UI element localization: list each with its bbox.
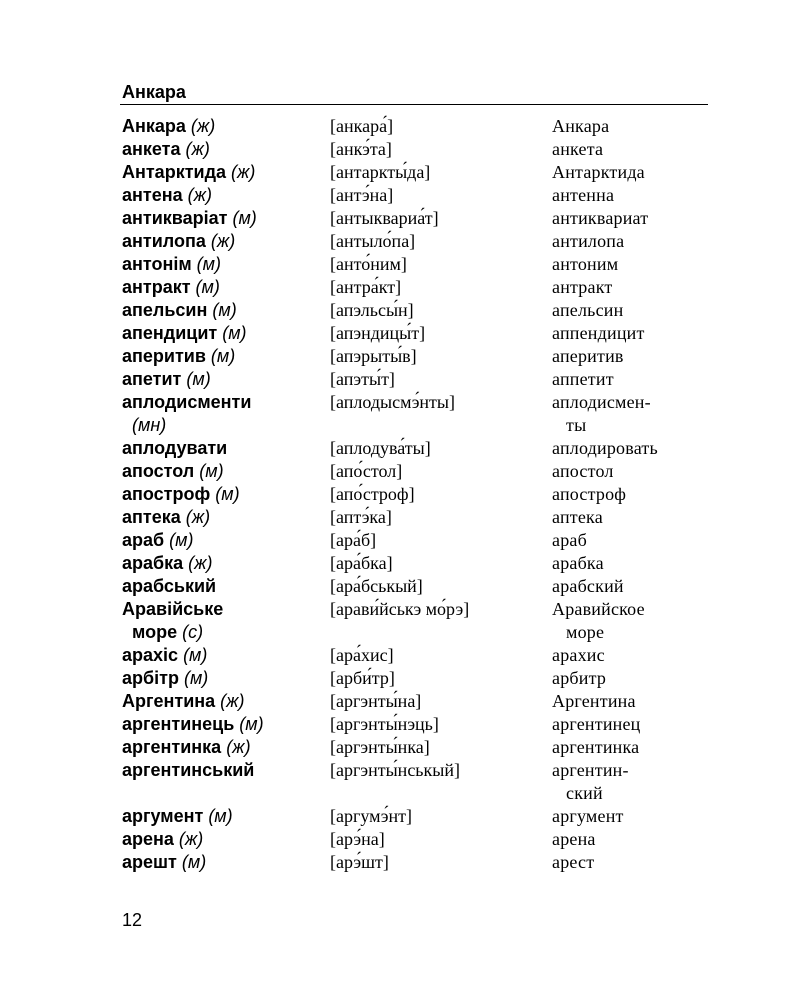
translation: арабский <box>552 576 624 596</box>
translation: аргумент <box>552 806 624 826</box>
entry-word-cell <box>122 644 326 667</box>
page-number: 12 <box>122 910 143 930</box>
gender-marker: (ж) <box>210 231 236 251</box>
gender-marker: (м) <box>186 369 211 389</box>
headword: Аргентина <box>122 691 216 711</box>
translation-cell <box>552 575 712 598</box>
gender-marker: (ж) <box>188 553 213 573</box>
dictionary-entry <box>122 138 712 161</box>
translation: аптека <box>552 507 603 527</box>
dictionary-entry <box>122 299 712 322</box>
entry-word-cell <box>122 322 326 345</box>
transcription: [аргэнты́на] <box>330 691 422 711</box>
translation: аргентинка <box>552 737 640 757</box>
gender-marker: (ж) <box>185 507 211 527</box>
translation-cell <box>552 529 712 552</box>
translation: антенна <box>552 185 615 205</box>
translation: антиквариат <box>552 208 649 228</box>
headword: аплодувати <box>122 438 228 458</box>
translation: аппетит <box>552 369 614 389</box>
transcription: [ара́хис] <box>330 645 394 665</box>
gender-marker: (ж) <box>190 116 216 136</box>
headword: апостроф <box>122 484 211 504</box>
dictionary-entry <box>122 161 712 184</box>
dictionary-entry <box>122 598 712 644</box>
translation-cell <box>552 851 712 874</box>
gender-marker: (м) <box>239 714 264 734</box>
gender-marker: (м) <box>199 461 224 481</box>
translation-cell <box>552 690 712 713</box>
translation-cell <box>552 322 712 345</box>
translation: араб <box>552 530 587 550</box>
headword: анкета <box>122 139 181 159</box>
dictionary-entry <box>122 230 712 253</box>
entry-word-cell <box>122 759 326 782</box>
transcription: [арави́йськэ мо́рэ] <box>330 599 470 619</box>
translation-cell <box>552 276 712 299</box>
entry-word-cell <box>122 736 326 759</box>
gender-marker: (м) <box>195 277 220 297</box>
entry-list <box>122 115 712 874</box>
gender-marker: (ж) <box>178 829 204 849</box>
translation-cell <box>552 736 712 759</box>
dictionary-entry <box>122 460 712 483</box>
transcription: [аргэнты́нськый] <box>330 760 460 780</box>
gender-marker: (м) <box>208 806 233 826</box>
dictionary-entry <box>122 184 712 207</box>
translation-cell <box>552 506 712 529</box>
dictionary-entry <box>122 575 712 598</box>
translation-cell <box>552 805 712 828</box>
running-head: Анкара <box>122 82 186 102</box>
headword: апостол <box>122 461 195 481</box>
gender-marker: (м) <box>215 484 240 504</box>
translation: Антарктида <box>552 162 645 182</box>
translation-cell <box>552 598 712 644</box>
dictionary-entry <box>122 690 712 713</box>
transcription: [апо́стол] <box>330 461 403 481</box>
translation-cell <box>552 437 712 460</box>
entry-word-cell <box>122 368 326 391</box>
headword: Аравійське <box>122 599 224 619</box>
dictionary-entry <box>122 115 712 138</box>
translation-cell <box>552 138 712 161</box>
entry-word-cell <box>122 115 326 138</box>
entry-word-cell <box>122 805 326 828</box>
translation-cell <box>552 759 712 805</box>
headword: Анкара <box>122 116 186 136</box>
translation: аперитив <box>552 346 624 366</box>
translation-continuation: море <box>566 622 605 642</box>
header-rule <box>120 104 708 105</box>
transcription: [аргэнты́нэць] <box>330 714 439 734</box>
translation-cell <box>552 368 712 391</box>
entry-word-cell <box>122 598 326 644</box>
transcription: [арби́тр] <box>330 668 395 688</box>
gender-marker: (м) <box>183 668 209 688</box>
entry-word-cell <box>122 276 326 299</box>
dictionary-entry <box>122 667 712 690</box>
headword: аргентинський <box>122 760 255 780</box>
entry-word-cell <box>122 345 326 368</box>
dictionary-entry <box>122 851 712 874</box>
gender-marker: (ж) <box>187 185 212 205</box>
gender-marker: (м) <box>222 323 247 343</box>
gender-marker: (м) <box>232 208 257 228</box>
entry-word-cell <box>122 460 326 483</box>
dictionary-entry <box>122 805 712 828</box>
entry-word-cell <box>122 552 326 575</box>
entry-word-cell <box>122 207 326 230</box>
gender-marker: (ж) <box>220 691 245 711</box>
translation: арест <box>552 852 595 872</box>
entry-word-cell <box>122 230 326 253</box>
headword: антилопа <box>122 231 206 251</box>
translation: Анкара <box>552 116 610 136</box>
translation-cell <box>552 713 712 736</box>
transcription: [антаркты́да] <box>330 162 431 182</box>
dictionary-entry <box>122 759 712 805</box>
translation: аргентин- <box>552 760 629 780</box>
gender-marker: (м) <box>196 254 221 274</box>
entry-word-cell <box>122 575 326 598</box>
transcription: [антыло́па] <box>330 231 416 251</box>
transcription: [аплодува́ты] <box>330 438 431 458</box>
entry-word-cell <box>122 828 326 851</box>
headword: аргумент <box>122 806 204 826</box>
entry-word-cell <box>122 391 326 437</box>
translation: аргентинец <box>552 714 641 734</box>
dictionary-entry <box>122 322 712 345</box>
translation-cell <box>552 667 712 690</box>
translation: антилопа <box>552 231 625 251</box>
translation: аплодисмен- <box>552 392 651 412</box>
headword: аптека <box>122 507 181 527</box>
headword: антена <box>122 185 183 205</box>
headword: аргентинець <box>122 714 235 734</box>
translation-cell <box>552 828 712 851</box>
headword: арбітр <box>122 668 179 688</box>
transcription: [аргумэ́нт] <box>330 806 412 826</box>
transcription: [апэрыты́в] <box>330 346 417 366</box>
entry-word-cell <box>122 437 326 460</box>
dictionary-entry <box>122 483 712 506</box>
transcription: [аргэнты́нка] <box>330 737 430 757</box>
dictionary-entry <box>122 529 712 552</box>
translation-cell <box>552 230 712 253</box>
entry-word-cell <box>122 690 326 713</box>
headword: араб <box>122 530 165 550</box>
transcription: [антэ́на] <box>330 185 394 205</box>
gender-marker: (мн) <box>132 415 167 435</box>
gender-marker: (м) <box>210 346 236 366</box>
transcription: [ара́б] <box>330 530 377 550</box>
headword: апендицит <box>122 323 218 343</box>
entry-word-cell <box>122 529 326 552</box>
translation: анкета <box>552 139 604 159</box>
translation: апостроф <box>552 484 627 504</box>
translation: Аргентина <box>552 691 636 711</box>
entry-word-cell <box>122 713 326 736</box>
headword-second-line: море <box>132 622 178 642</box>
entry-word-cell <box>122 299 326 322</box>
transcription: [антра́кт] <box>330 277 402 297</box>
transcription: [анто́ним] <box>330 254 407 274</box>
headword: аперитив <box>122 346 206 366</box>
transcription: [аптэ́ка] <box>330 507 392 527</box>
headword: антонім <box>122 254 192 274</box>
dictionary-entry <box>122 506 712 529</box>
transcription: [арэ́шт] <box>330 852 389 872</box>
translation-cell <box>552 115 712 138</box>
transcription: [аплодысмэ́нты] <box>330 392 456 412</box>
translation: аплодировать <box>552 438 658 458</box>
dictionary-entry <box>122 644 712 667</box>
transcription: [апэты́т] <box>330 369 395 389</box>
gender-marker: (м) <box>183 645 208 665</box>
entry-word-cell <box>122 184 326 207</box>
transcription: [ара́бка] <box>330 553 393 573</box>
translation-cell <box>552 345 712 368</box>
headword: апетит <box>122 369 182 389</box>
translation: Аравийское <box>552 599 645 619</box>
translation-cell <box>552 184 712 207</box>
translation: апельсин <box>552 300 624 320</box>
entry-word-cell <box>122 138 326 161</box>
headword: арахіс <box>122 645 179 665</box>
transcription: [апэндицы́т] <box>330 323 426 343</box>
gender-marker: (м) <box>169 530 194 550</box>
dictionary-entry <box>122 345 712 368</box>
transcription: [арэ́на] <box>330 829 385 849</box>
translation: антоним <box>552 254 619 274</box>
dictionary-entry <box>122 552 712 575</box>
gender-marker: (ж) <box>185 139 210 159</box>
headword: апельсин <box>122 300 208 320</box>
translation: аппендицит <box>552 323 645 343</box>
dictionary-entry <box>122 437 712 460</box>
headword-continuation <box>122 621 326 644</box>
translation-cell <box>552 253 712 276</box>
transcription: [анкара́] <box>330 116 394 136</box>
entry-word-cell <box>122 253 326 276</box>
gender-marker: (ж) <box>231 162 256 182</box>
transcription: [апо́строф] <box>330 484 415 504</box>
translation: антракт <box>552 277 613 297</box>
dictionary-entry <box>122 713 712 736</box>
translation: арбитр <box>552 668 607 688</box>
headword: арабка <box>122 553 184 573</box>
translation-cell <box>552 483 712 506</box>
translation: арахис <box>552 645 605 665</box>
headword: аргентинка <box>122 737 222 757</box>
dictionary-entry <box>122 207 712 230</box>
gender-marker: (м) <box>181 852 207 872</box>
headword: Антарктида <box>122 162 227 182</box>
transcription: [антыквариа́т] <box>330 208 439 228</box>
translation-cell <box>552 207 712 230</box>
headword: арешт <box>122 852 177 872</box>
translation: арабка <box>552 553 604 573</box>
dictionary-entry <box>122 828 712 851</box>
translation-cell <box>552 391 712 437</box>
entry-word-cell <box>122 506 326 529</box>
translation-cell <box>552 161 712 184</box>
gender-marker: (ж) <box>226 737 251 757</box>
gender-marker: (м) <box>212 300 237 320</box>
entry-word-cell <box>122 851 326 874</box>
transcription: [апэльсы́н] <box>330 300 414 320</box>
translation-cell <box>552 460 712 483</box>
headword: аплодисменти <box>122 392 252 412</box>
entry-word-cell <box>122 483 326 506</box>
translation: апостол <box>552 461 614 481</box>
translation-continuation: ты <box>566 415 587 435</box>
translation-cell <box>552 552 712 575</box>
dictionary-entry <box>122 391 712 437</box>
translation-cell <box>552 644 712 667</box>
headword: антикваріат <box>122 208 228 228</box>
headword: арабський <box>122 576 217 596</box>
headword: антракт <box>122 277 191 297</box>
translation: арена <box>552 829 596 849</box>
transcription: [анкэ́та] <box>330 139 392 159</box>
dictionary-entry <box>122 276 712 299</box>
dictionary-entry <box>122 368 712 391</box>
entry-word-cell <box>122 161 326 184</box>
transcription: [ара́бськый] <box>330 576 423 596</box>
dictionary-entry <box>122 736 712 759</box>
translation-cell <box>552 299 712 322</box>
translation-continuation: ский <box>566 783 603 803</box>
entry-word-cell <box>122 667 326 690</box>
headword: арена <box>122 829 174 849</box>
headword-continuation <box>122 414 326 437</box>
dictionary-entry <box>122 253 712 276</box>
gender-marker: (с) <box>182 622 204 642</box>
